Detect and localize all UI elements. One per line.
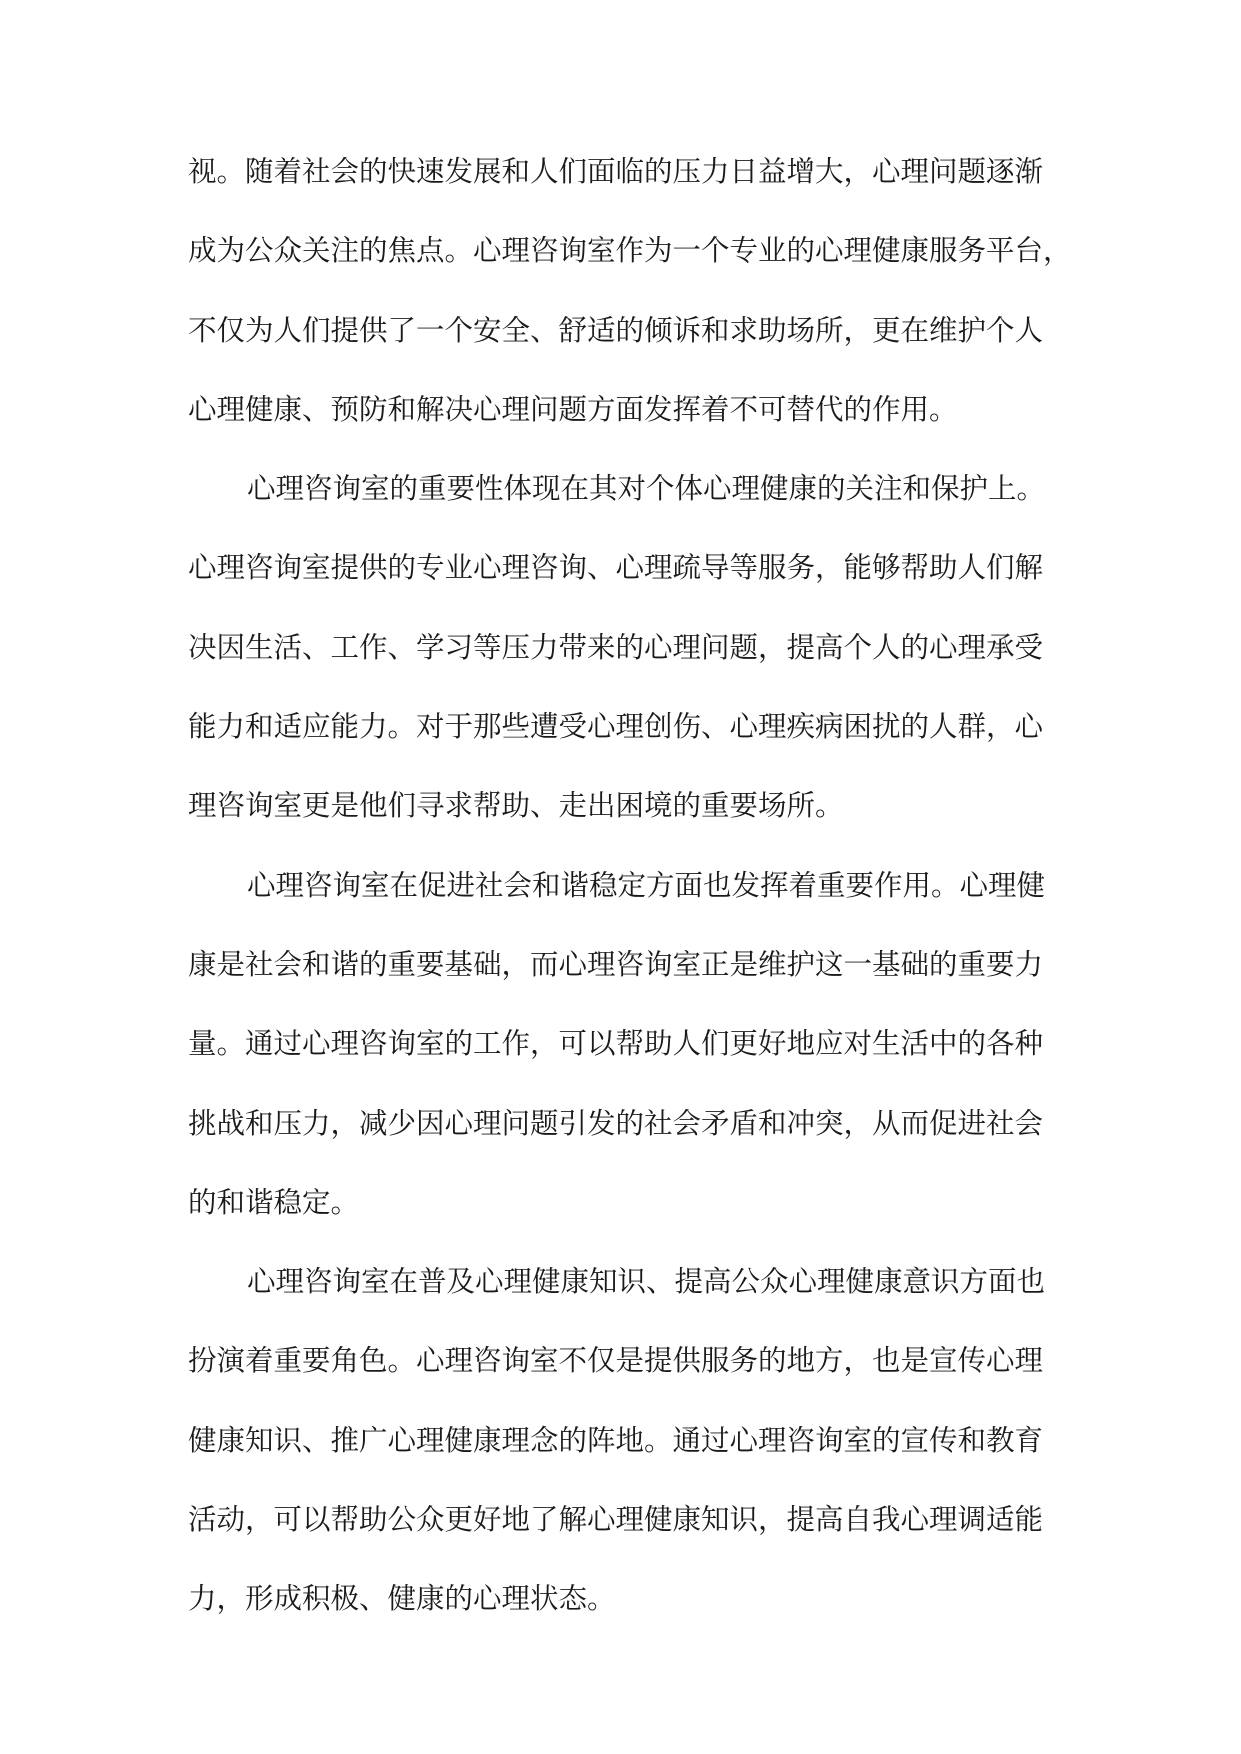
paragraph bbox=[188, 856, 1068, 1252]
text-line: 扮演着重要角色。心理咨询室不仅是提供服务的地方，也是宣传心理 bbox=[188, 1344, 1044, 1378]
text-line: 挑战和压力，减少因心理问题引发的社会矛盾和冲突，从而促进社会 bbox=[188, 1106, 1044, 1140]
text-line: 康是社会和谐的重要基础，而心理咨询室正是维护这一基础的重要力 bbox=[188, 947, 1044, 981]
paragraph bbox=[188, 1252, 1068, 1648]
text-line: 健康知识、推广心理健康理念的阵地。通过心理咨询室的宣传和教育 bbox=[188, 1423, 1044, 1457]
text-line: 心理健康、预防和解决心理问题方面发挥着不可替代的作用。 bbox=[188, 392, 958, 426]
text-line: 决因生活、工作、学习等压力带来的心理问题，提高个人的心理承受 bbox=[188, 630, 1044, 664]
paragraph bbox=[188, 142, 1072, 459]
text-line: 成为公众关注的焦点。心理咨询室作为一个专业的心理健康服务平台， bbox=[188, 234, 1072, 268]
body-text bbox=[188, 142, 1072, 1649]
text-line: 的和谐稳定。 bbox=[188, 1185, 360, 1219]
text-line: 视。随着社会的快速发展和人们面临的压力日益增大，心理问题逐渐 bbox=[188, 155, 1044, 188]
text-line: 活动，可以帮助公众更好地了解心理健康知识，提高自我心理调适能 bbox=[188, 1503, 1044, 1537]
text-line: 理咨询室更是他们寻求帮助、走出困境的重要场所。 bbox=[188, 789, 844, 823]
text-line: 量。通过心理咨询室的工作，可以帮助人们更好地应对生活中的各种 bbox=[188, 1027, 1044, 1061]
text-line: 心理咨询室在普及心理健康知识、提高公众心理健康意识方面也 bbox=[247, 1265, 1046, 1299]
text-line: 心理咨询室提供的专业心理咨询、心理疏导等服务，能够帮助人们解 bbox=[188, 551, 1044, 585]
text-line: 心理咨询室在促进社会和谐稳定方面也发挥着重要作用。心理健 bbox=[247, 868, 1046, 902]
text-line: 心理咨询室的重要性体现在其对个体心理健康的关注和保护上。 bbox=[247, 472, 1046, 506]
text-line: 力，形成积极、健康的心理状态。 bbox=[188, 1582, 616, 1616]
text-line: 能力和适应能力。对于那些遭受心理创伤、心理疾病困扰的人群，心 bbox=[188, 710, 1044, 744]
text-line: 不仅为人们提供了一个安全、舒适的倾诉和求助场所，更在维护个人 bbox=[188, 313, 1044, 347]
paragraph bbox=[188, 459, 1068, 855]
